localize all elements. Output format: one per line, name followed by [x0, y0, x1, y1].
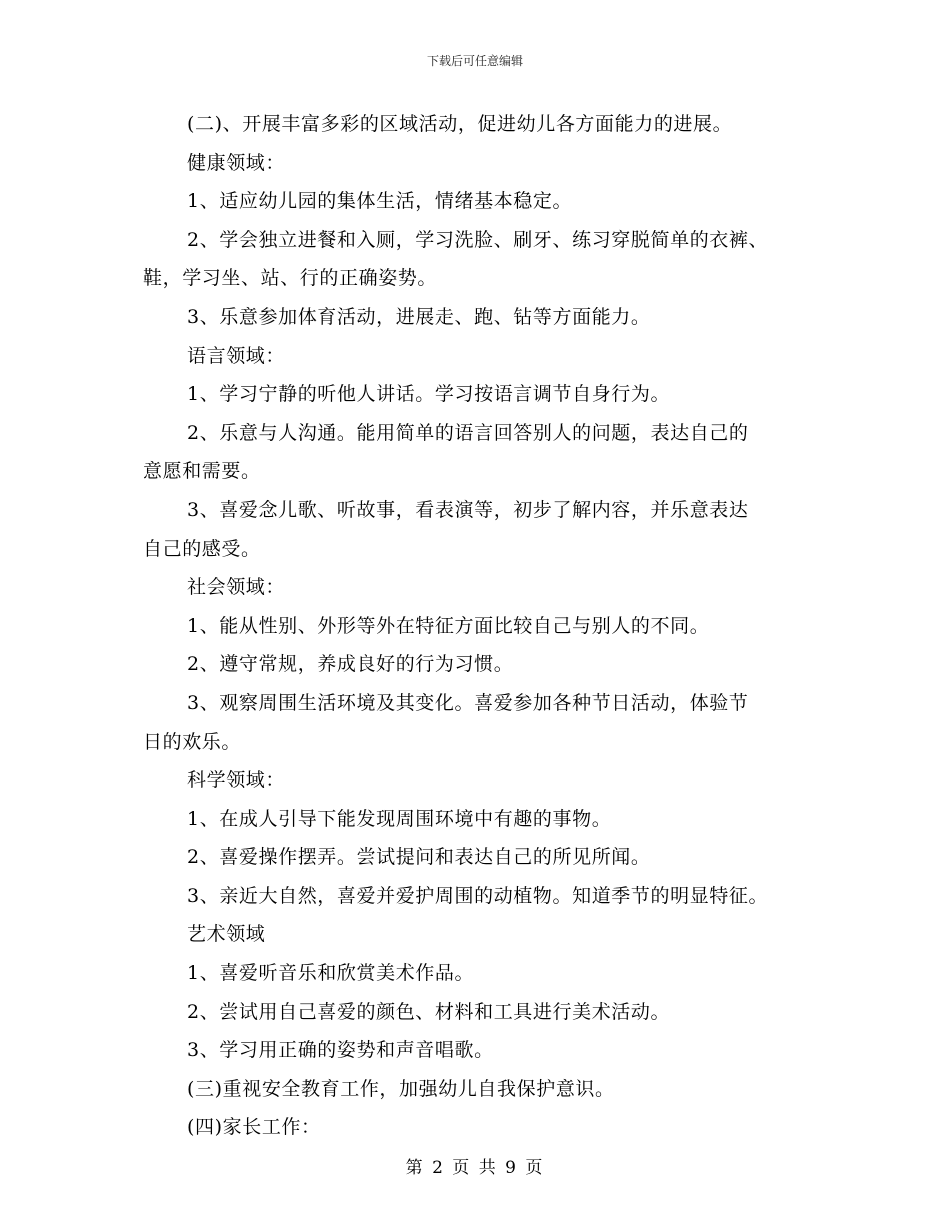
text-line: 2、遵守常规，养成良好的行为习惯。: [187, 653, 514, 676]
text-line: (二)、开展丰富多彩的区域活动，促进幼儿各方面能力的进展。: [187, 113, 733, 135]
text-line: 2、学会独立进餐和入厕，学习洗脸、刷牙、练习穿脱简单的衣裤、: [187, 228, 769, 251]
text-line: 自己的感受。: [143, 537, 261, 560]
text-line: 3、喜爱念儿歌、听故事，看表演等，初步了解内容，并乐意表达: [187, 498, 749, 521]
text-line: (三)重视安全教育工作，加强幼儿自我保护意识。: [187, 1077, 615, 1100]
text-line: 1、能从性别、外形等外在特征方面比较自己与别人的不同。: [187, 614, 710, 637]
text-line: (四)家长工作：: [187, 1116, 321, 1139]
page-footer: 第 2 页 共 9 页: [405, 1158, 545, 1178]
text-line: 2、乐意与人沟通。能用简单的语言回答别人的问题，表达自己的: [187, 421, 749, 444]
text-line: 鞋，学习坐、站、行的正确姿势。: [143, 267, 438, 290]
page-header: 下载后可任意编辑: [426, 54, 523, 68]
text-line: 健康领域：: [187, 151, 286, 174]
text-line: 语言领域：: [187, 344, 286, 367]
text-line: 1、学习宁静的听他人讲话。学习按语言调节自身行为。: [187, 383, 671, 406]
text-line: 3、观察周围生活环境及其变化。喜爱参加各种节日活动，体验节: [187, 691, 749, 714]
document-body: [143, 105, 833, 1147]
text-line: 3、学习用正确的姿势和声音唱歌。: [187, 1039, 494, 1062]
text-line: 1、在成人引导下能发现周围环境中有趣的事物。: [187, 807, 612, 830]
text-line: 3、乐意参加体育活动，进展走、跑、钻等方面能力。: [187, 305, 651, 328]
text-line: 3、亲近大自然，喜爱并爱护周围的动植物。知道季节的明显特征。: [187, 884, 769, 907]
text-line: 艺术领域: [187, 923, 266, 946]
text-line: 社会领域：: [187, 576, 286, 599]
text-line: 意愿和需要。: [143, 460, 261, 483]
text-line: 2、喜爱操作摆弄。尝试提问和表达自己的所见所闻。: [187, 846, 651, 869]
text-line: 日的欢乐。: [143, 730, 242, 753]
text-line: 2、尝试用自己喜爱的颜色、材料和工具进行美术活动。: [187, 1000, 671, 1023]
text-line: 科学领域：: [187, 769, 286, 792]
text-line: 1、喜爱听音乐和欣赏美术作品。: [187, 962, 475, 985]
text-line: 1、适应幼儿园的集体生活，情绪基本稳定。: [187, 190, 573, 213]
